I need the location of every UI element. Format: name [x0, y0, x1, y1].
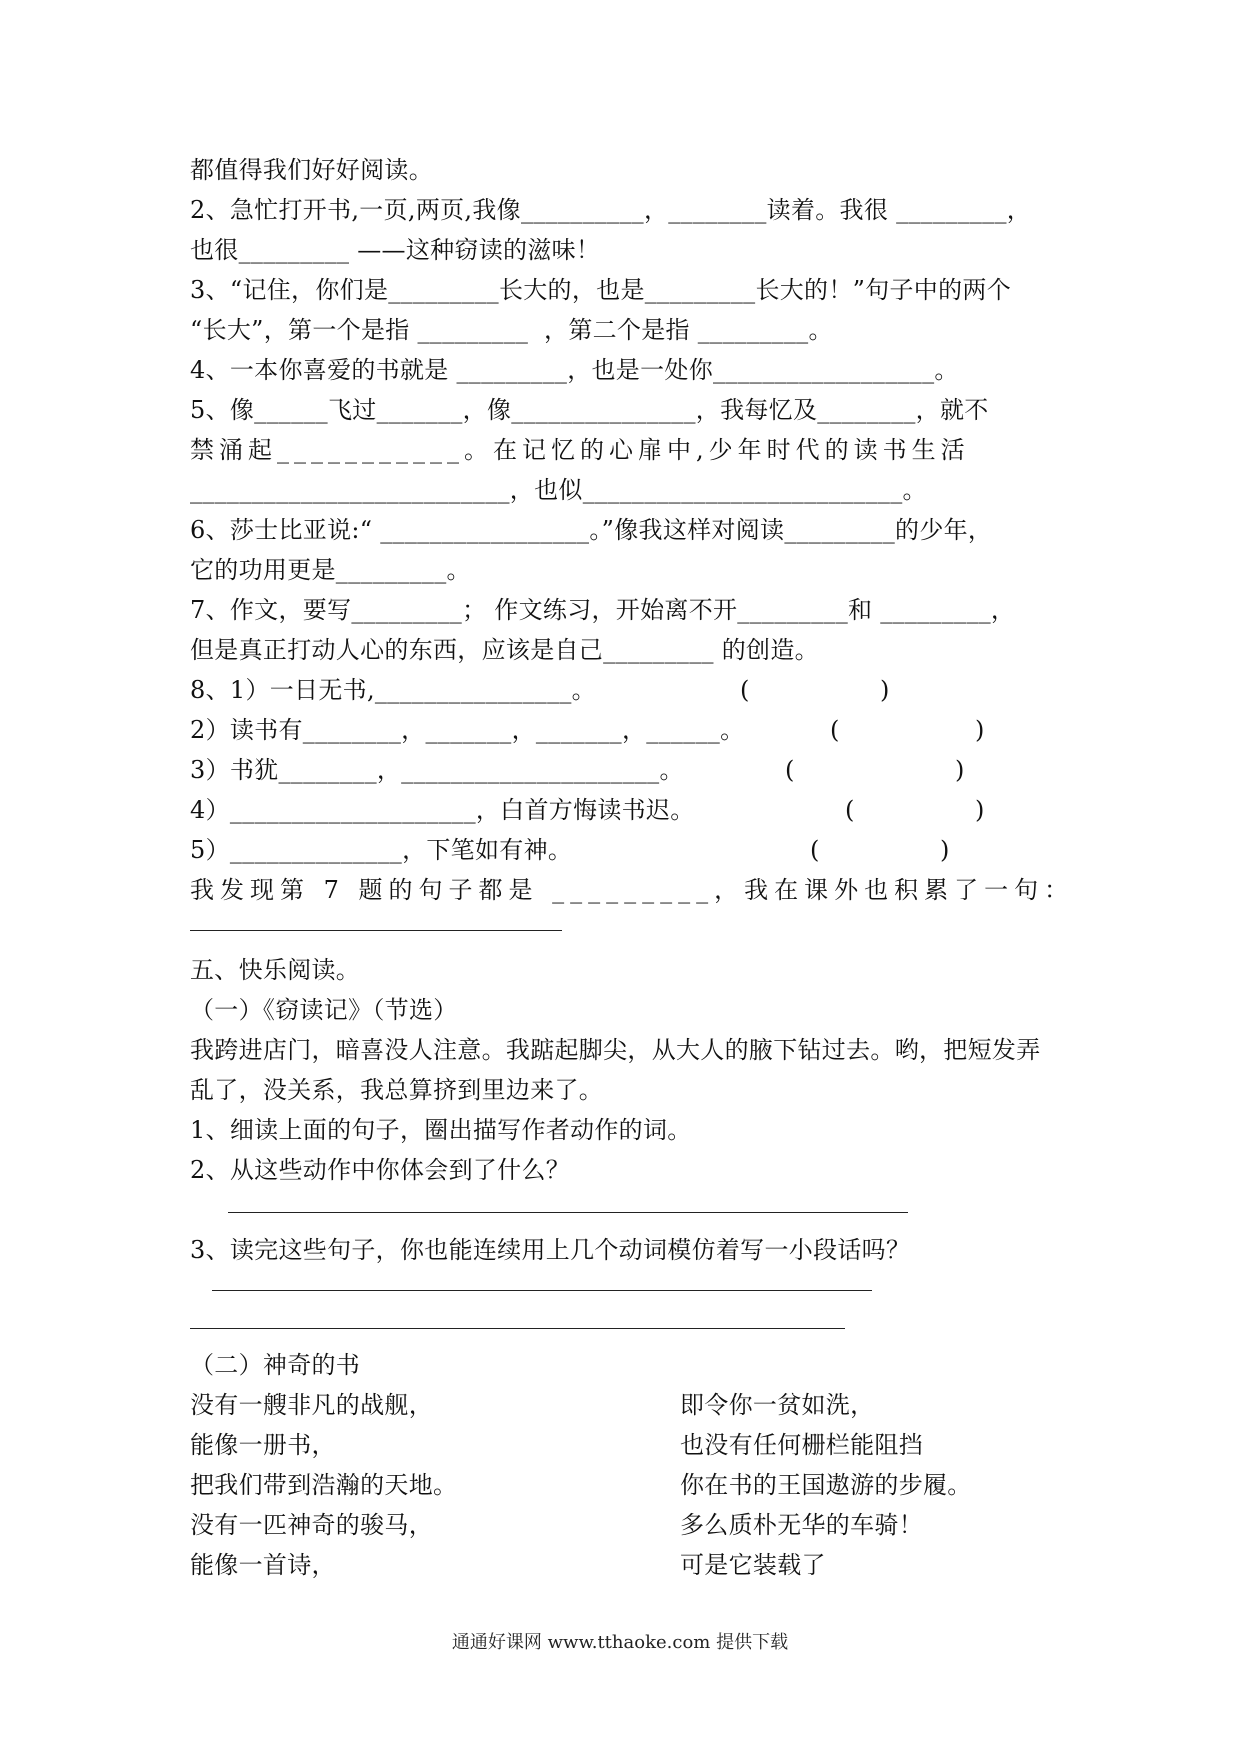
text-line: 它的功用更是_________。 [190, 556, 471, 584]
question-7: 7、作文，要写_________； 作文练习，开始离不开_________和 _________， [190, 596, 1016, 624]
reading-question-3: 3、读完这些句子，你也能连续用上几个动词模仿着写一小段话吗？ [190, 1236, 911, 1264]
text-line: “长大”，第一个是指 _________ ，第二个是指 _________。 [190, 316, 833, 344]
question-4: 4、一本你喜爱的书就是 _________，也是一处你__________________。 [190, 356, 959, 384]
text-line: 禁涌起___________。在记忆的心扉中,少年时代的读书生活 [190, 436, 970, 464]
paren-close: ) [940, 836, 950, 864]
paren-close: ) [880, 676, 890, 704]
poem-right-line: 可是它装载了 [680, 1551, 826, 1579]
passage-title: （一）《窃读记》（节选） [190, 996, 458, 1024]
poem-title: （二）神奇的书 [190, 1351, 361, 1379]
question-3: 3、“记住，你们是_________长大的，也是_________长大的！”句子中的两个 [190, 276, 1012, 304]
poem-left-line: 能像一首诗， [190, 1551, 336, 1579]
question-8-item-2: 2）读书有________，_______，_______，______。 [190, 716, 745, 744]
paren-open: ( [830, 716, 840, 744]
section-heading: 五、快乐阅读。 [190, 956, 361, 984]
discovery-line: 我发现第 7 题的句子都是 _________，我在课外也积累了一句： [190, 876, 1075, 904]
reading-question-2: 2、从这些动作中你体会到了什么？ [190, 1156, 571, 1184]
answer-line [212, 1290, 872, 1291]
poem-right-line: 你在书的王国遨游的步履。 [680, 1471, 972, 1499]
question-8-item-5: 5）______________，下笔如有神。 [190, 836, 573, 864]
paren-open: ( [845, 796, 855, 824]
paren-close: ) [955, 756, 965, 784]
poem-left-line: 没有一匹神奇的骏马， [190, 1511, 433, 1539]
text-line: 也很_________ ——这种窃读的滋味！ [190, 236, 601, 264]
poem-right-line: 也没有任何栅栏能阻挡 [680, 1431, 923, 1459]
reading-question-1: 1、细读上面的句子，圈出描写作者动作的词。 [190, 1116, 692, 1144]
text-line: __________________________，也似__________________________。 [190, 476, 927, 504]
question-8-item-1: 8、1）一日无书,________________。 [190, 676, 596, 704]
paren-open: ( [740, 676, 750, 704]
paren-open: ( [785, 756, 795, 784]
text-line: 但是真正打动人心的东西，应该是自己_________ 的创造。 [190, 636, 819, 664]
answer-line [190, 1328, 845, 1329]
answer-line [228, 1212, 908, 1213]
poem-left-line: 能像一册书， [190, 1431, 336, 1459]
poem-right-line: 即令你一贫如洗， [680, 1391, 875, 1419]
paren-open: ( [810, 836, 820, 864]
poem-left-line: 把我们带到浩瀚的天地。 [190, 1471, 458, 1499]
question-2: 2、急忙打开书,一页,两页,我像__________，________读着。我很 _________， [190, 196, 1032, 224]
poem-left-line: 没有一艘非凡的战舰， [190, 1391, 433, 1419]
question-5: 5、像______飞过_______，像_______________，我每忆及________，就不 [190, 396, 989, 424]
poem-right-line: 多么质朴无华的车骑！ [680, 1511, 923, 1539]
question-8-item-4: 4）____________________，白首方悔读书迟。 [190, 796, 695, 824]
question-6: 6、莎士比亚说:“ _________________。”像我这样对阅读_________的少年， [190, 516, 993, 544]
passage-text: 我跨进店门，暗喜没人注意。我踮起脚尖，从大人的腋下钻过去。哟，把短发弄 [190, 1036, 1041, 1064]
text-line: 都值得我们好好阅读。 [190, 156, 433, 184]
passage-text: 乱了，没关系，我总算挤到里边来了。 [190, 1076, 604, 1104]
paren-close: ) [975, 716, 985, 744]
question-8-item-3: 3）书犹________，_____________________。 [190, 756, 684, 784]
paren-close: ) [975, 796, 985, 824]
answer-line [190, 930, 562, 931]
page-footer: 通通好课网 www.tthaoke.com 提供下载 [451, 1632, 789, 1653]
